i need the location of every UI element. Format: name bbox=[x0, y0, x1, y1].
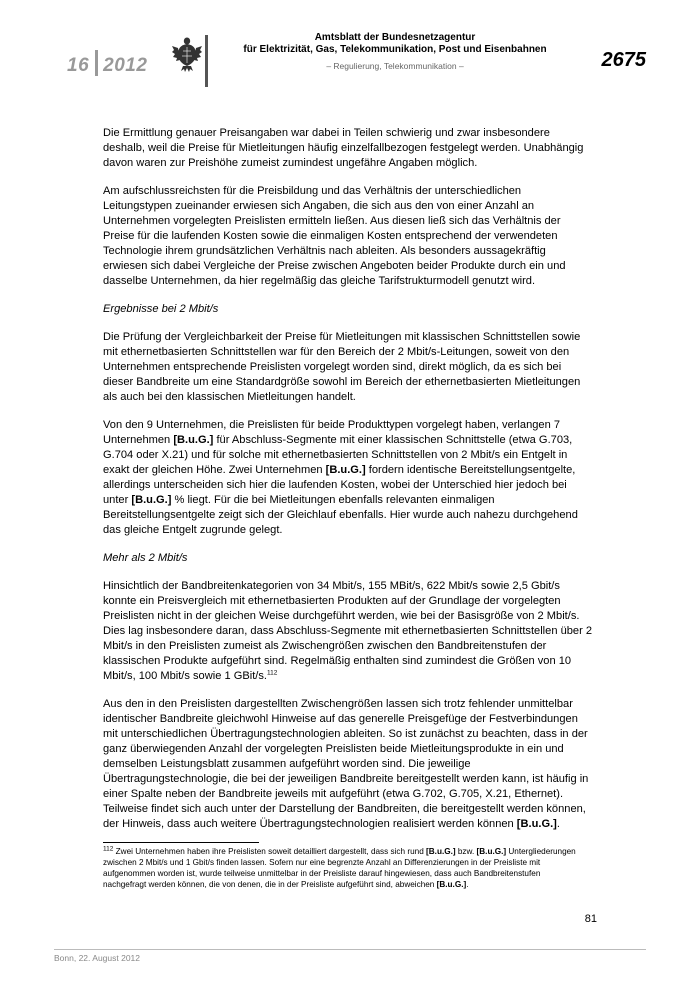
heading-more-than-2mbit: Mehr als 2 Mbit/s bbox=[103, 552, 188, 564]
redaction-mark: [B.u.G.] bbox=[436, 880, 467, 889]
footnote-reference[interactable]: 112 bbox=[267, 669, 278, 677]
p5-text: Hinsichtlich der Bandbreitenkategorien von 34 Mbit/s, 155 MBit/s, 622 Mbit/s sowie 2,5 Gbit/s konnte ein Preisvergleich mit ethernetbasierten Produkten auf der Grundlage der vorgelegten Preislisten nicht in der gleichen Weise durchgeführt werden, wie bei der Basisgröße von 2 Mbit/s. Dies lag insbesondere daran, dass Abschluss-Segmente mit ethernetbasierten Schnittstellen über 2 Mbit/s in den Preislisten zumeist als Zwischengrößen zwischen den Bandbreitenstufen der klassischen Produkte aufgeführt sind. Regelmäßig enthalten sind zumindest die Größen von 10 Mbit/s, 100 Mbit/s sowie 1 GBit/s. bbox=[103, 580, 593, 682]
p4-text-a: Von den 9 Unternehmen, die Preislisten für beide Produkttypen vorgelegt haben, verlangen 7 Unternehmen bbox=[103, 419, 560, 446]
issue-number: 16 bbox=[67, 55, 90, 76]
p4-text-d: fordern identische Bereitstellungsentgelte, allerdings unterscheiden sich hier die laufenden Kosten, wobei der Unterschied hier jedoch bei unter bbox=[103, 464, 576, 506]
page-header bbox=[0, 0, 700, 90]
paragraph-6 bbox=[103, 697, 593, 832]
footnote-divider bbox=[103, 842, 259, 843]
heading-2mbit: Ergebnisse bei 2 Mbit/s bbox=[103, 303, 219, 315]
footnote bbox=[103, 846, 585, 890]
agency-line-1: Amtsblatt der Bundesnetzagentur bbox=[314, 32, 476, 43]
redaction-mark: [B.u.G.] bbox=[131, 494, 172, 506]
fn-text-c: bzw. bbox=[455, 847, 477, 856]
paragraph-1: Die Ermittlung genauer Preisangaben war dabei in Teilen schwierig und zwar insbesondere deshalb, weil die Preise für Mietleitungen häufig einzelfallbezogen festgelegt werden. Unabhängig davon waren zur Preishöhe zumeist zumindest ungefähre Angaben möglich. bbox=[103, 127, 584, 169]
document-page-number: 81 bbox=[584, 913, 597, 925]
footnote-number: 112 bbox=[103, 845, 114, 853]
paragraph-3: Die Prüfung der Vergleichbarkeit der Preise für Mietleitungen mit klassischen Schnittstellen sowie mit ethernetbasierten Schnittstellen war für den Bereich der 2 Mbit/s-Leitungen, soweit von den Unternehmen entsprechende Preislisten vorgelegt worden sind, direkt möglich, da es sich bei dieser Bandbreite um eine Standardgröße sowohl im Bereich der ethernetbasierten Mietleitungen als auch bei den klassischen Mietleitungen handelt. bbox=[103, 331, 581, 403]
paragraph-4 bbox=[103, 418, 593, 538]
agency-line-2: für Elektrizität, Gas, Telekommunikation, Post und Eisenbahnen bbox=[243, 44, 547, 55]
journal-page-number: 2675 bbox=[601, 49, 646, 71]
footer-date: Bonn, 22. August 2012 bbox=[54, 953, 141, 963]
logo-divider bbox=[205, 35, 208, 87]
redaction-mark: [B.u.G.] bbox=[173, 434, 214, 446]
issue-year: 2012 bbox=[103, 55, 148, 76]
paragraph-2: Am aufschlussreichsten für die Preisbildung und das Verhältnis der unterschiedlichen Leitungstypen zueinander erwiesen sich Angaben, die sich aus den von einer Anzahl an Unternehmen vorgelegten Preislisten ermitteln ließen. Aus diesen ließ sich das Verhältnis der Preise für die laufenden Kosten sowie die einmaligen Kosten entsprechend der verwendeten Technologie ihrem grundsätzlichen Verhältnis nach ableiten. Als besonders aussagekräftig erwiesen sich dabei Vergleiche der Preise zwischen Angeboten beider Produkte durch ein und dasselbe Unternehmen, da hier regelmäßig das gleiche Tarifstrukturmodell genutzt wird. bbox=[103, 185, 566, 287]
p6-text-a: Aus den in den Preislisten dargestellten Zwischengrößen lassen sich trotz fehlender unmittelbar identischer Bandbreite gleichwohl Hinweise auf das generelle Preisgefüge der Festverbindungen mit unterschiedlichen Übertragungstechnologien ableiten. So ist zunächst zu beachten, dass in der ganz überwiegenden Anzahl der vorgelegten Preislisten beide Mietleitungsprodukte in ein und demselben Leistungsblatt zusammen aufgeführt worden sind. Die jeweilige Übertragungstechnologie, die bei der jeweiligen Bandbreite bereitgestellt werden kann, ist häufig in einer Spalte neben der Bandbreite jeweils mit aufgeführt (etwa G.702, G.705, X.21, Ethernet). Teilweise findet sich auch unter der Darstellung der Bandbreiten, die bereitgestellt werden können, der Hinweis, dass auch weitere Übertragungstechnologien realisiert werden können bbox=[103, 698, 589, 830]
issue-divider bbox=[95, 50, 98, 76]
redaction-mark: [B.u.G.] bbox=[476, 847, 507, 856]
fn-text-d: Untergliederungen zwischen 2 Mbit/s und 1 Gbit/s finden lassen. Sofern nur eine begrenzte Anzahl an Differenzierungen in der Preisliste mit aufgenommen worden ist, wurde teilweise unmittelbar in der Preisliste darauf hingewiesen, dass auch Bandbreitenstufen nachgefragt werden können, die von denen, die in der Preisliste aufgeführt sind, abweichen bbox=[103, 847, 576, 889]
redaction-mark: [B.u.G.] bbox=[516, 818, 557, 830]
p6-text-c: . bbox=[556, 818, 560, 830]
federal-eagle-icon bbox=[172, 36, 202, 72]
redaction-mark: [B.u.G.] bbox=[325, 464, 366, 476]
fn-text-e: . bbox=[466, 880, 469, 889]
main-text bbox=[103, 126, 593, 845]
fn-text-a: Zwei Unternehmen haben ihre Preislisten soweit detailliert dargestellt, dass sich rund bbox=[113, 847, 427, 856]
agency-title bbox=[210, 32, 580, 56]
redaction-mark: [B.u.G.] bbox=[426, 847, 456, 856]
section-subtitle: – Regulierung, Telekommunikation – bbox=[326, 61, 464, 71]
issue-label bbox=[67, 50, 147, 77]
p4-text-c: für Abschluss-Segmente mit einer klassischen Schnittstelle (etwa G.703, G.704 oder X.21) und für solche mit ethernetbasierten Schnittstellen von 2 Mbit/s ein Entgelt in exakt der gleichen Höhe. Zwei Unternehmen bbox=[103, 434, 573, 476]
paragraph-5 bbox=[103, 579, 593, 684]
footer-divider bbox=[54, 949, 646, 950]
p4-text-e: % liegt. Für die bei Mietleitungen ebenfalls relevanten einmaligen Bereitstellungsentgelte zeigt sich der Gleichlauf ebenfalls. Hier wurde auch nahezu durchgehend das gleiche Entgelt zugrunde gelegt. bbox=[103, 494, 578, 536]
